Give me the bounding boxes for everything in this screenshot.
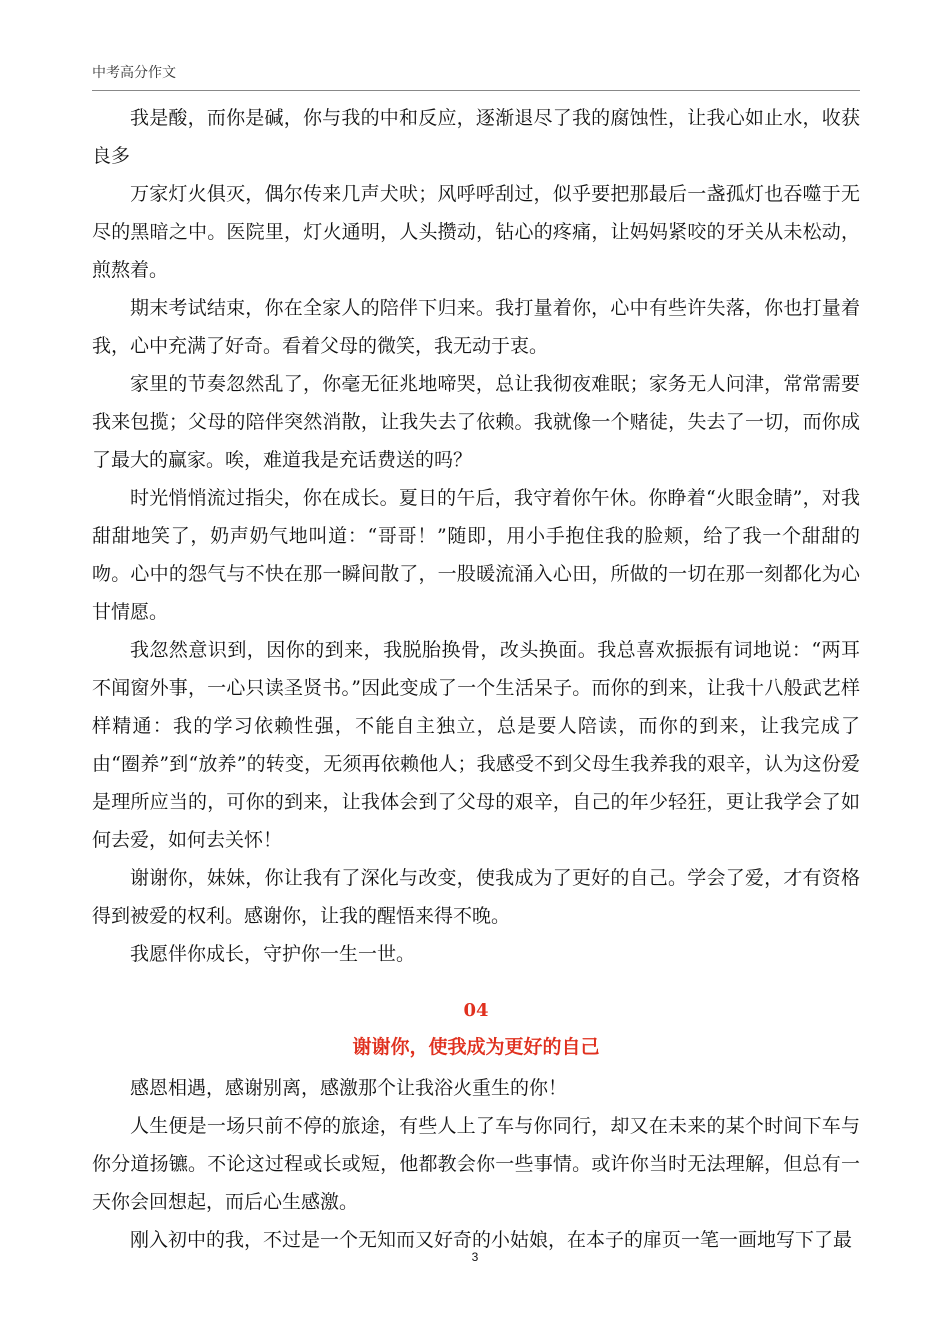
paragraph: 期末考试结束，你在全家人的陪伴下归来。我打量着你，心中有些许失落，你也打量着我，心中充满了好奇。看着父母的微笑，我无动于衷。	[92, 297, 860, 357]
paragraph: 人生便是一场只前不停的旅途，有些人上了车与你同行，却又在未来的某个时间下车与你分道扬镳。不论这过程或长或短，他都教会你一些事情。或许你当时无法理解，但总有一天你会回想起，而后心生感激。	[92, 1115, 860, 1213]
paragraph: 谢谢你，妹妹，你让我有了深化与改变，使我成为了更好的自己。学会了爱，才有资格得到被爱的权利。感谢你，让我的醒悟来得不晚。	[92, 867, 860, 927]
paragraph: 时光悄悄流过指尖，你在成长。夏日的午后，我守着你午休。你睁着“火眼金睛”，对我甜甜地笑了，奶声奶气地叫道：“哥哥！”随即，用小手抱住我的脸颊，给了我一个甜甜的吻。心中的怨气与不快在那一瞬间散了，一股暖流涌入心田，所做的一切在那一刻都化为心甘情愿。	[92, 487, 860, 623]
paragraph: 我忽然意识到，因你的到来，我脱胎换骨，改头换面。我总喜欢振振有词地说：“两耳不闻窗外事，一心只读圣贤书。”因此变成了一个生活呆子。而你的到来，让我十八般武艺样样精通：我的学习依赖性强，不能自主独立，总是要人陪读，而你的到来，让我完成了由“圈养”到“放养”的转变，无须再依赖他人；我感受不到父母生我养我的艰辛，认为这份爱是理所应当的，可你的到来，让我体会到了父母的艰辛，自己的年少轻狂，更让我学会了如何去爱，如何去关怀！	[92, 639, 860, 851]
running-header: 中考高分作文	[92, 65, 176, 81]
paragraph: 刚入初中的我，不过是一个无知而又好奇的小姑娘，在本子的扉页一笔一画地写下了最	[130, 1229, 853, 1251]
paragraph: 家里的节奏忽然乱了，你毫无征兆地啼哭，总让我彻夜难眠；家务无人问津，常常需要我来包揽；父母的陪伴突然消散，让我失去了依赖。我就像一个赌徒，失去了一切，而你成了最大的赢家。唉，难道我是充话费送的吗？	[92, 373, 860, 471]
paragraph: 感恩相遇，感谢别离，感激那个让我浴火重生的你！	[130, 1077, 568, 1099]
paragraph: 我是酸，而你是碱，你与我的中和反应，逐渐退尽了我的腐蚀性，让我心如止水，收获良多	[92, 107, 860, 167]
paragraph: 我愿伴你成长，守护你一生一世。	[130, 943, 416, 965]
header-rule	[92, 90, 860, 91]
paragraph: 万家灯火俱灭，偶尔传来几声犬吠；风呼呼刮过，似乎要把那最后一盏孤灯也吞噬于无尽的黑暗之中。医院里，灯火通明，人头攒动，钻心的疼痛，让妈妈紧咬的牙关从未松动，煎熬着。	[92, 183, 860, 281]
section-number: 04	[463, 1000, 489, 1021]
page-number: 3	[471, 1250, 479, 1264]
essay-content	[92, 99, 860, 1259]
section-title: 谢谢你，使我成为更好的自己	[352, 1036, 600, 1058]
